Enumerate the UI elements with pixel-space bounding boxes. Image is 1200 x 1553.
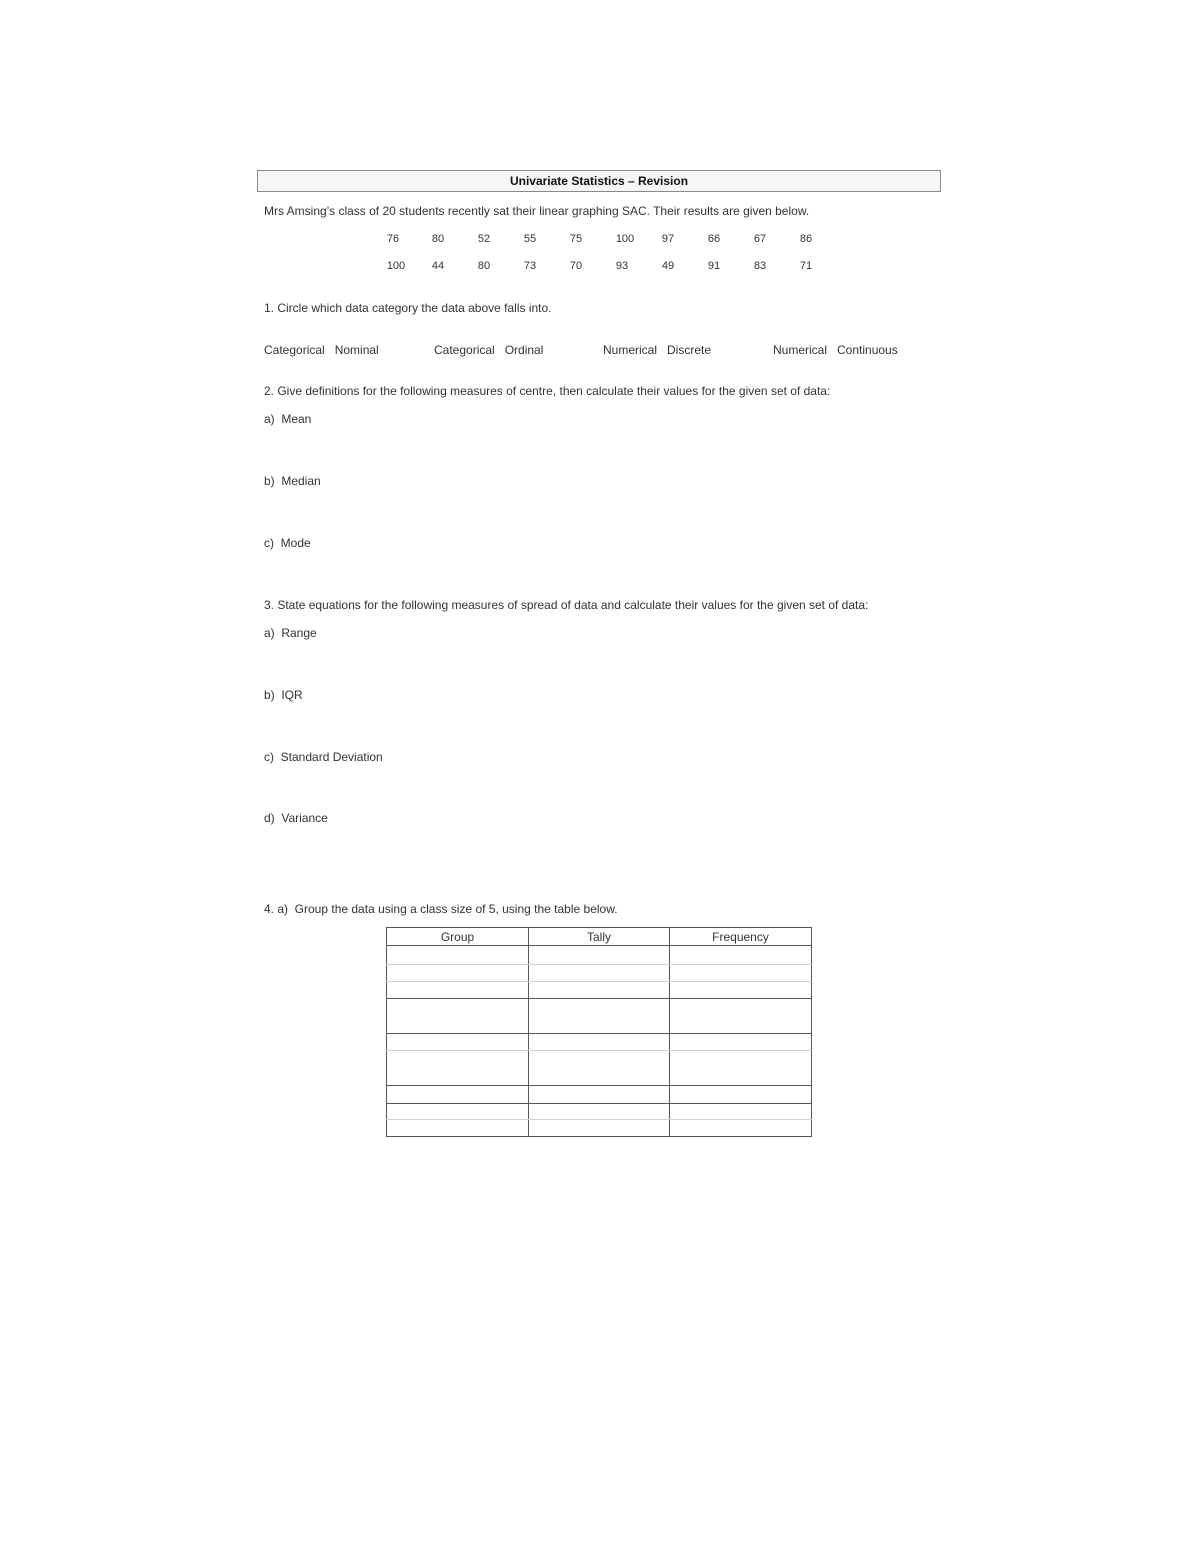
table-cell[interactable]	[529, 965, 670, 982]
table-cell[interactable]	[387, 1086, 529, 1104]
table-cell[interactable]	[387, 1120, 529, 1137]
q3-part-variance: d) Variance	[264, 811, 328, 825]
table-cell[interactable]	[670, 1086, 812, 1104]
table-cell[interactable]	[529, 1034, 670, 1051]
table-cell[interactable]	[387, 1034, 529, 1051]
result-value: 76	[386, 233, 400, 245]
result-value: 86	[799, 233, 813, 245]
table-cell[interactable]	[387, 1104, 529, 1120]
question-3-prompt: 3. State equations for the following measures of spread of data and calculate their values for the given set of data:	[264, 598, 869, 612]
q3-part-range: a) Range	[264, 626, 317, 640]
result-value: 91	[707, 260, 721, 272]
table-cell[interactable]	[670, 999, 812, 1034]
result-value: 93	[615, 260, 629, 272]
table-cell[interactable]	[670, 1051, 812, 1086]
result-value: 49	[661, 260, 675, 272]
result-value: 100	[386, 260, 406, 272]
table-cell[interactable]	[387, 1051, 529, 1086]
result-value: 83	[753, 260, 767, 272]
category-option-discrete[interactable]: Numerical Discrete	[603, 343, 712, 357]
frequency-table	[386, 927, 812, 1137]
table-cell[interactable]	[387, 946, 529, 965]
result-value: 66	[707, 233, 721, 245]
q3-part-standard-deviation: c) Standard Deviation	[264, 750, 383, 764]
table-cell[interactable]	[670, 1034, 812, 1051]
q3-part-iqr: b) IQR	[264, 688, 303, 702]
column-header-group: Group	[387, 928, 529, 946]
table-cell[interactable]	[387, 965, 529, 982]
result-value: 75	[569, 233, 583, 245]
result-value: 97	[661, 233, 675, 245]
table-cell[interactable]	[670, 965, 812, 982]
table-cell[interactable]	[529, 1120, 670, 1137]
table-cell[interactable]	[670, 1120, 812, 1137]
question-1-prompt: 1. Circle which data category the data above falls into.	[264, 301, 552, 315]
q2-part-mode: c) Mode	[264, 536, 311, 550]
column-header-tally: Tally	[529, 928, 670, 946]
category-option-nominal[interactable]: Categorical Nominal	[264, 343, 379, 357]
table-cell[interactable]	[670, 1104, 812, 1120]
result-value: 44	[431, 260, 445, 272]
category-option-ordinal[interactable]: Categorical Ordinal	[434, 343, 544, 357]
q2-part-mean: a) Mean	[264, 412, 312, 426]
result-value: 100	[615, 233, 635, 245]
question-2-prompt: 2. Give definitions for the following measures of centre, then calculate their values for the given set of data:	[264, 384, 831, 398]
result-value: 80	[431, 233, 445, 245]
table-cell[interactable]	[529, 946, 670, 965]
intro-text: Mrs Amsing’s class of 20 students recently sat their linear graphing SAC. Their results are given below.	[264, 204, 810, 218]
result-value: 73	[523, 260, 537, 272]
result-value: 55	[523, 233, 537, 245]
table-cell[interactable]	[387, 982, 529, 999]
result-value: 52	[477, 233, 491, 245]
table-cell[interactable]	[529, 1104, 670, 1120]
table-cell[interactable]	[529, 982, 670, 999]
table-cell[interactable]	[529, 1086, 670, 1104]
question-4-prompt: 4. a) Group the data using a class size of 5, using the table below.	[264, 902, 618, 916]
q2-part-median: b) Median	[264, 474, 321, 488]
result-value: 71	[799, 260, 813, 272]
table-cell[interactable]	[670, 946, 812, 965]
column-header-frequency: Frequency	[670, 928, 812, 946]
result-value: 67	[753, 233, 767, 245]
category-option-continuous[interactable]: Numerical Continuous	[773, 343, 898, 357]
result-value: 70	[569, 260, 583, 272]
result-value: 80	[477, 260, 491, 272]
table-cell[interactable]	[529, 1051, 670, 1086]
table-cell[interactable]	[529, 999, 670, 1034]
worksheet-title: Univariate Statistics – Revision	[257, 170, 941, 192]
table-cell[interactable]	[387, 999, 529, 1034]
table-cell[interactable]	[670, 982, 812, 999]
